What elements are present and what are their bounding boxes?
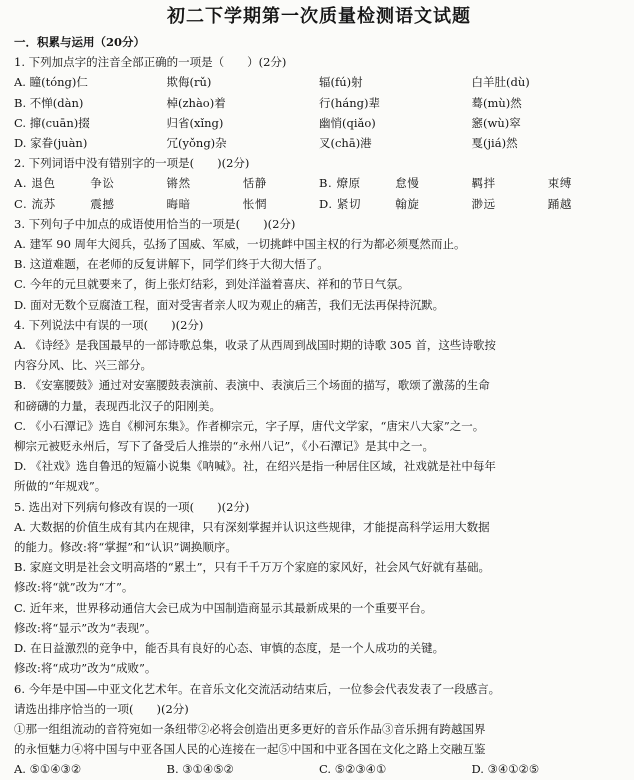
question-1-stem: 1. 下列加点字的注音全部正确的一项是（ ）(2分): [14, 55, 287, 70]
question-4-text-line: 所做的“年规戏”。: [14, 479, 107, 494]
question-6-text-line: 的永恒魅力④将中国与中亚各国人民的心连接在一起⑤中国和中亚各国在文化之路上交融互鉴: [14, 742, 486, 757]
question-5-text-line: 的能力。修改:将“掌握”和“认识”调换顺序。: [14, 540, 237, 555]
option-item: 束缚: [547, 176, 572, 191]
question-1-option-b: [14, 93, 624, 113]
question-4-text-line: 柳宗元被贬永州后，写下了备受后人推崇的“永州八记”，《小石潭记》是其中之一。: [14, 439, 435, 454]
question-3-option-b: B. 这道难题，在老师的反复讲解下，同学们终于大彻大悟了。: [14, 257, 329, 272]
option-item: 窸(wù)窣: [471, 115, 521, 130]
option-item: B. 不惮(dàn): [14, 95, 84, 110]
question-2-stem: 2. 下列词语中没有错别字的一项是( )(2分): [14, 156, 250, 171]
option-item: A. 瞳(tóng)仁: [14, 75, 88, 90]
question-4-text-line: B. 《安塞腰鼓》通过对安塞腰鼓表演前、表演中、表演后三个场面的描写，歌颂了激荡的生命: [14, 378, 490, 393]
question-6-text-line: 请选出排序恰当的一项( )(2分): [14, 701, 189, 716]
option-item: A. 退色: [14, 176, 56, 191]
option-item: A. ⑤①④③②: [14, 762, 82, 777]
question-5-text-line: 修改:将“显示”改为“表现”。: [14, 620, 157, 635]
option-item: 踊越: [547, 196, 572, 211]
option-item: 棹(zhào)着: [166, 95, 226, 110]
question-3-stem: 3. 下列句子中加点的成语使用恰当的一项是( )(2分): [14, 216, 296, 231]
option-item: 幽悄(qiǎo): [319, 115, 376, 130]
question-5-text-line: 修改:将“就”改为“才”。: [14, 580, 134, 595]
option-item: B. ③①④⑤②: [166, 762, 234, 777]
question-5-stem: 5. 选出对下列病句修改有误的一项( )(2分): [14, 499, 250, 514]
question-3-option-c: C. 今年的元旦就要来了，街上张灯结彩，到处洋溢着喜庆、祥和的节日气氛。: [14, 277, 410, 292]
option-item: 恬静: [242, 176, 267, 191]
option-item: 冗(yǒng)杂: [166, 136, 227, 151]
option-item: 欺侮(rǔ): [166, 75, 212, 90]
option-item: 怅惘: [242, 196, 267, 211]
option-item: C. 撺(cuān)掇: [14, 115, 90, 130]
question-6-text-line: 6. 今年是中国—中亚文化艺术年。在音乐文化交流活动结束后，一位参会代表发表了一段感言。: [14, 681, 501, 696]
option-item: 争讼: [90, 176, 115, 191]
option-item: 归省(xǐng): [166, 115, 224, 130]
question-4-text-line: 和磅礴的力量，表现西北汉子的阳刚美。: [14, 398, 221, 413]
option-item: 怠慢: [395, 176, 420, 191]
exam-title: 初二下学期第一次质量检测语文试题: [167, 6, 471, 27]
option-item: D. 家眷(juàn): [14, 136, 88, 151]
question-2-row-2: [14, 194, 624, 214]
question-4-text-line: A. 《诗经》是我国最早的一部诗歌总集，收录了从西周到战国时期的诗歌 305 首，这些诗歌按: [14, 338, 496, 353]
section-heading: 一．积累与运用（20分）: [14, 35, 146, 49]
question-4-text-line: C. 《小石潭记》选自《柳河东集》。作者柳宗元，字子厚，唐代文学家，“唐宋八大家”之一。: [14, 418, 485, 433]
question-5-text-line: A. 大数据的价值生成有其内在规律，只有深刻掌握并认识这些规律，才能提高科学运用大数据: [14, 519, 490, 534]
option-item: 翰旋: [395, 196, 420, 211]
option-item: 羁拌: [471, 176, 496, 191]
question-5-text-line: D. 在日益激烈的竞争中，能否具有良好的心态、审慎的态度，是一个人成功的关键。: [14, 641, 445, 656]
question-6-options: [14, 759, 624, 779]
option-item: 辐(fú)射: [319, 75, 363, 90]
option-item: 晦暗: [166, 196, 191, 211]
question-4-text-line: D. 《社戏》选自鲁迅的短篇小说集《呐喊》。社，在绍兴是指一种居住区域，社戏就是社中每年: [14, 459, 496, 474]
option-item: 戛(jiá)然: [471, 136, 518, 151]
question-4-text-line: 内容分风、比、兴三部分。: [14, 358, 152, 373]
question-1-option-a: [14, 72, 624, 92]
option-item: 渺远: [471, 196, 496, 211]
option-item: 蓦(mù)然: [471, 95, 522, 110]
question-5-text-line: B. 家庭文明是社会文明高塔的“累土”，只有千千万万个家庭的家风好，社会风气好就有基础。: [14, 560, 491, 575]
option-item: D. 紧切: [319, 196, 362, 211]
option-item: 白羊肚(dù): [471, 75, 530, 90]
option-item: 行(háng)辈: [319, 95, 381, 110]
question-1-option-c: [14, 113, 624, 133]
question-4-stem: 4. 下列说法中有误的一项( )(2分): [14, 317, 204, 332]
option-item: 锵然: [166, 176, 191, 191]
question-5-text-line: 修改:将“成功”改为“成败”。: [14, 661, 157, 676]
option-item: C. 流苏: [14, 196, 56, 211]
question-5-text-line: C. 近年来，世界移动通信大会已成为中国制造商显示其最新成果的一个重要平台。: [14, 600, 433, 615]
option-item: 震撼: [90, 196, 115, 211]
question-3-option-a: A. 建军 90 周年大阅兵，弘扬了国威、军威，一切挑衅中国主权的行为都必须戛然而止。: [14, 237, 466, 252]
option-item: C. ⑤②③④①: [319, 762, 387, 777]
option-item: D. ③④①②⑤: [471, 762, 540, 777]
question-6-text-line: ①那一组组流动的音符宛如一条纽带②必将会创造出更多更好的音乐作品③音乐拥有跨越国界: [14, 721, 486, 736]
option-item: B. 燎原: [319, 176, 361, 191]
question-3-option-d: D. 面对无数个豆腐渣工程，面对受害者亲人叹为观止的痛苦，我们无法再保持沉默。: [14, 297, 445, 312]
question-2-row-1: [14, 173, 624, 193]
option-item: 叉(chā)港: [319, 136, 372, 151]
question-1-option-d: [14, 133, 624, 153]
